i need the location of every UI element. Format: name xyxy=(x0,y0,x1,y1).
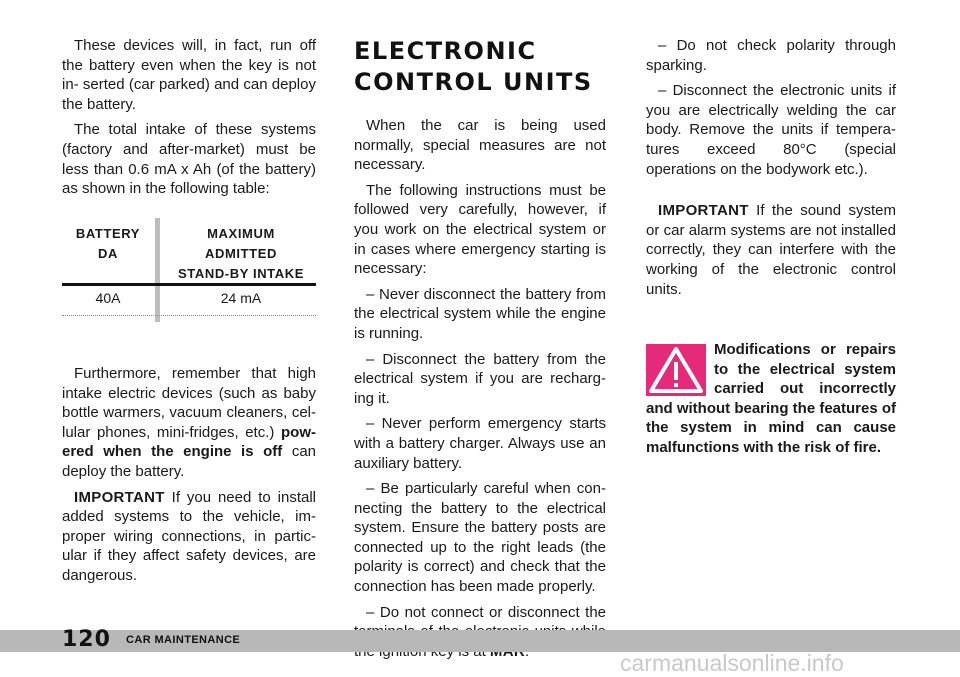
watermark: carmanualsonline.info xyxy=(620,650,844,676)
important-label: IMPORTANT xyxy=(658,202,749,220)
text-span: – Do not connect or disconnect the xyxy=(366,603,606,621)
important-label: IMPORTANT xyxy=(74,488,165,506)
section-title xyxy=(354,36,606,98)
paragraph: The following instructions must be followed very carefully, however, if you work on the electrical system or in cases where emergency starting is necessary: xyxy=(354,181,606,278)
paragraph xyxy=(646,201,896,299)
header-line: MAXIMUM xyxy=(207,226,275,241)
table-header-intake xyxy=(166,224,316,284)
paragraph: – Disconnect the battery from the electrical system if you are recharg- ing it. xyxy=(354,350,606,407)
battery-intake-table xyxy=(62,218,316,320)
fire-warning-box xyxy=(646,340,896,458)
text-span: can deploy the battery. xyxy=(62,443,316,480)
title-line: ELECTRONIC xyxy=(354,37,537,65)
page-number: 120 xyxy=(62,627,111,652)
warning-triangle-svg xyxy=(646,344,706,396)
column-middle xyxy=(354,36,606,667)
column-left xyxy=(62,36,316,205)
text-span: Furthermore, remember that high intake electric devices (such as baby bottle warmers, vacuum cleaners, cel- lular phones, mini-fridges, etc.) xyxy=(62,365,316,441)
footer-bar xyxy=(0,627,960,652)
paragraph: – Do not check polarity through sparking. xyxy=(646,37,896,74)
table-header-battery xyxy=(62,224,154,264)
paragraph: – Be particularly careful when con- necting the battery to the electrical system. Ensure the battery posts are connected up to the right leads (the polarity is correct) and check that the connection has been made properly. xyxy=(354,480,606,596)
paragraph: The total intake of these systems (factory and after-market) must be less than 0.6 mA x Ah (of the battery) as shown in the following table: xyxy=(62,121,316,198)
header-line: ADMITTED xyxy=(205,246,277,261)
table-cell-battery: 40A xyxy=(95,290,121,306)
table-bottom-rule xyxy=(62,315,316,316)
bold-span: pow- ered when the engine is off xyxy=(62,423,316,461)
paragraph: When the car is being used normally, special measures are not necessary. xyxy=(354,117,606,174)
paragraph: – Never disconnect the battery from the electrical system while the engine is running. xyxy=(354,285,606,342)
column-left-lower xyxy=(62,364,316,592)
warning-text: Modifications or repairs to the electrical system carried out incorrectly and without bearing the features of the system in mind can cause malfunctions with the risk of fire. xyxy=(646,341,897,456)
paragraph xyxy=(62,488,316,586)
table-divider xyxy=(155,218,160,322)
header-line: STAND-BY INTAKE xyxy=(178,266,304,281)
header-line: DA xyxy=(98,246,118,261)
table-rule xyxy=(62,283,316,286)
warning-triangle-icon xyxy=(646,344,706,396)
table-cell-intake: 24 mA xyxy=(220,290,262,306)
section-name: CAR MAINTENANCE xyxy=(126,634,241,646)
text-span: If the sound system or car alarm systems are not installed correctly, they can interfere with the working of the electronic control units. xyxy=(646,202,896,298)
paragraph: – Never perform emergency starts with a battery charger. Always use an auxiliary battery. xyxy=(354,415,606,472)
paragraph xyxy=(62,364,316,482)
header-line: BATTERY xyxy=(75,226,141,241)
column-right xyxy=(646,36,896,305)
text-span: If you need to install added systems to the vehicle, im- proper wiring connections, in partic- ular if they affect safety devices, are dangerous. xyxy=(62,488,316,584)
title-line: CONTROL UNITS xyxy=(354,68,593,96)
paragraph: These devices will, in fact, run off the battery even when the key is not in- serted (car parked) and can deploy the battery. xyxy=(62,37,316,113)
paragraph: – Disconnect the electronic units if you are electrically welding the car body. Remove the units if tempera- tures exceed 80°C (special operations on the bodywork etc.). xyxy=(646,82,896,178)
